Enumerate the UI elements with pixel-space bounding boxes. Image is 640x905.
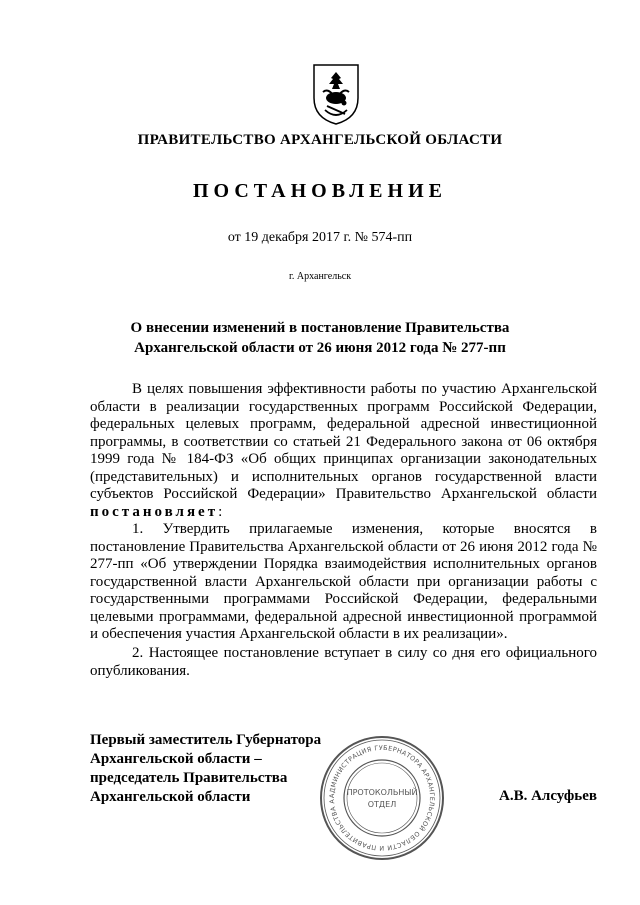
item-2-paragraph: 2. Настоящее постановление вступает в силу со дня его официального опубликования.	[90, 645, 597, 679]
signer-position	[90, 731, 350, 807]
signer-position-line: Первый заместитель Губернатора	[90, 732, 322, 748]
stamp-center-line-2: ОТДЕЛ	[367, 800, 397, 809]
signer-position-line: Архангельской области	[90, 789, 251, 805]
subject-line-1: О внесении изменений в постановление Правительства	[130, 320, 510, 336]
resolves-word: постановляет	[90, 503, 219, 520]
signer-name: А.В. Алсуфьев	[499, 788, 597, 804]
signer-position-line: председатель Правительства	[90, 770, 288, 786]
government-title: ПРАВИТЕЛЬСТВО АРХАНГЕЛЬСКОЙ ОБЛАСТИ	[137, 132, 503, 148]
subject-line-2: Архангельской области от 26 июня 2012 года № 277-пп	[134, 340, 506, 356]
official-stamp-icon	[318, 734, 446, 862]
preamble-text: В целях повышения эффективности работы по участию Архангельской области в реализации государственных программ Российской Федерации, федеральных целевых программ, федеральной адресной инвестиционной программы, в соответствии со статьей 21 Федерального закона от 06 октября 1999 года № 184-ФЗ «Об общих принципах организации законодательных (представительных) и исполнительных органов государственной власти субъектов Российской Федерации» Правительство Архангельской области	[90, 381, 597, 502]
stamp-center-line-1: ПРОТОКОЛЬНЫЙ	[346, 788, 418, 797]
item-1-paragraph: 1. Утвердить прилагаемые изменения, которые вносятся в постановление Правительства Архангельской области от 26 июня 2012 года № 277-пп «Об утверждении Порядка взаимодействия исполнительных органов государственной власти Архангельской области при организации работы с государственными программами Российской Федерации, федеральными целевыми программами, федеральной адресной инвестиционной программой и обеспечения участия Архангельской области в их реализации».	[90, 521, 597, 642]
stamp-ring-text: АДМИНИСТРАЦИЯ ГУБЕРНАТОРА АРХАНГЕЛЬСКОЙ ОБЛАСТИ И ПРАВИТЕЛЬСТВА А	[327, 743, 437, 853]
coat-of-arms-icon	[311, 62, 361, 126]
document-type: ПОСТАНОВЛЕНИЕ	[193, 180, 447, 202]
document-subject	[0, 318, 640, 358]
preamble-paragraph: В целях повышения эффективности работы по участию Архангельской области в реализации государственных программ Российской Федерации, федеральных целевых программ, федеральной адресной инвестиционной программы, в соответствии со статьей 21 Федерального закона от 06 октября 1999 года № 184-ФЗ «Об общих принципах организации законодательных (представительных) и исполнительных органов государственной власти субъектов Российской Федерации» Правительство Архангельской области постановляет:	[90, 381, 597, 520]
document-city: г. Архангельск	[288, 271, 352, 282]
document-date-number: от 19 декабря 2017 г. № 574-пп	[227, 230, 413, 245]
signer-position-line: Архангельской области –	[90, 751, 262, 767]
